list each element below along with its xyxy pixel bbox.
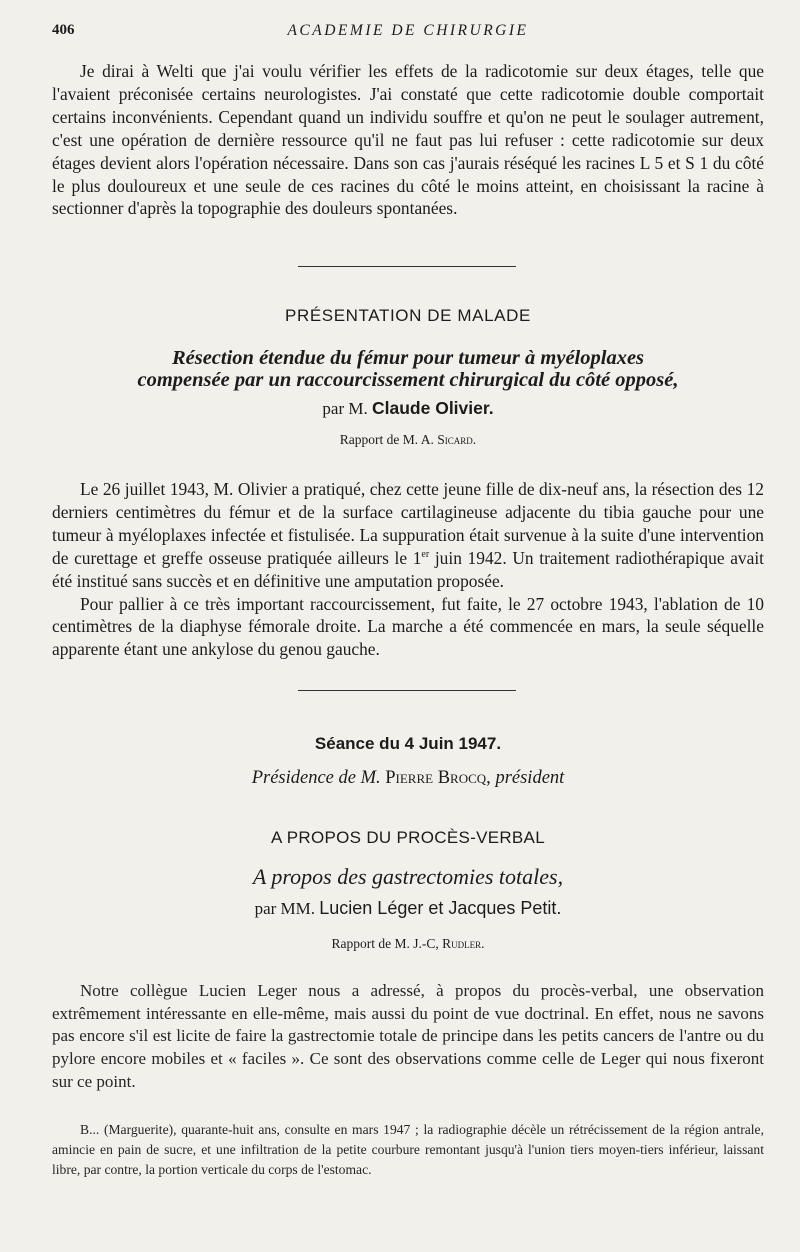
journal-title: ACADEMIE DE CHIRURGIE bbox=[287, 22, 529, 39]
byline bbox=[52, 398, 764, 419]
presidence-suffix: président bbox=[495, 768, 565, 788]
byline-prefix: par M. bbox=[322, 399, 368, 418]
case-note-block bbox=[52, 1120, 764, 1179]
gastrectomy-body bbox=[52, 980, 764, 1094]
section-heading-presentation: PRÉSENTATION DE MALADE bbox=[285, 306, 531, 325]
presidence-name: Pierre Brocq, bbox=[385, 768, 491, 788]
rapport-line bbox=[52, 432, 764, 448]
intro-paragraph-block bbox=[52, 60, 764, 220]
paragraph-1-text-a: Le 26 juillet 1943, M. Olivier a pratiqué, chez cette jeune fille de dix-neuf ans, la résection des 12 derniers centimètres du fémur et de la surface cartilagineuse adjacente du tibia gauche pour une tumeur à myéloplaxes infectée et fistulisée. La suppuration était survenue à la suite d'une intervention de curettage et greffe osseuse pratiquée ailleurs le 1 bbox=[52, 479, 764, 568]
presentation-body bbox=[52, 478, 764, 661]
author-name: Claude Olivier. bbox=[372, 398, 494, 418]
intro-paragraph: Je dirai à Welti que j'ai voulu vérifier les effets de la radicotomie sur deux étages, telle que l'avaient préconisée certains neurologistes. J'ai constaté que cette radicotomie double comportait certains inconvénients. Cependant quand un individu souffre et qu'on ne peut le soulager autrement, c'est une opération de dernière ressource qu'il ne faut pas lui refuser : cette radicotomie sur deux étages devient alors l'opération nécessaire. Dans son cas j'aurais réséqué les racines L 5 et S 1 du côté le plus douloureux et une seule de ces racines du côté le moins atteint, en choisissant la racine à sectionner d'après la topographie des douleurs spontanées. bbox=[52, 61, 764, 219]
section-divider-2 bbox=[298, 690, 516, 691]
rapport-prefix: Rapport de M. A. bbox=[339, 432, 434, 447]
running-head bbox=[52, 22, 764, 44]
presidence-prefix: Présidence de M. bbox=[251, 768, 381, 788]
article-title-gastrectomies: A propos des gastrectomies totales, bbox=[252, 864, 564, 889]
article-title-line-2: compensée par un raccourcissement chirurgical du côté opposé, bbox=[137, 369, 679, 391]
gastrectomy-paragraph: Notre collègue Lucien Leger nous a adressé, à propos du procès-verbal, une observation extrêmement intéressante en elle-même, mais aussi du point de vue doctrinal. En effet, nous ne savons pas encore s'il est licite de faire la gastrectomie totale de principe dans les petits cancers de l'antre ou du pylore encore mobiles et « faciles ». Ce sont des observations comme celle de Leger qui nous fixeront sur ce point. bbox=[52, 981, 764, 1091]
presidence-line bbox=[52, 768, 764, 789]
rapport-name-2: Rudler. bbox=[442, 936, 485, 951]
page-number: 406 bbox=[52, 22, 75, 38]
presentation-paragraph-1 bbox=[52, 478, 764, 593]
section-divider bbox=[298, 266, 516, 267]
byline-gastrectomies bbox=[52, 898, 764, 919]
rapport-prefix-2: Rapport de M. J.-C, bbox=[331, 936, 439, 951]
ordinal-superscript: er bbox=[421, 548, 430, 560]
section-heading-apropos: A PROPOS DU PROCÈS-VERBAL bbox=[271, 828, 545, 847]
rapport-line-2 bbox=[52, 936, 764, 952]
article-title-line-1: Résection étendue du fémur pour tumeur à myéloplaxes bbox=[171, 347, 645, 369]
byline-prefix-2: par MM. bbox=[254, 899, 316, 918]
case-note: B... (Marguerite), quarante-huit ans, consulte en mars 1947 ; la radiographie décèle un rétrécissement de la région antrale, amincie en pain de sucre, et une infiltration de la petite courbure remontant jusqu'à l'union tiers moyen-tiers inférieur, laissant libre, par contre, la portion verticale du corps de l'estomac. bbox=[52, 1122, 764, 1177]
presentation-paragraph-2: Pour pallier à ce très important raccourcissement, fut faite, le 27 octobre 1943, l'ablation de 10 centimètres de la diaphyse fémorale droite. La marche a été commencée en mars, la seule séquelle apparente étant une ankylose du genou gauche. bbox=[52, 593, 764, 660]
paragraph-1-text-b: juin 1942. Un traitement radiothérapique avait été institué sans succès et en définitive une amputation proposée. bbox=[52, 547, 764, 591]
rapport-name: Sicard. bbox=[437, 432, 477, 447]
author-names: Lucien Léger et Jacques Petit. bbox=[319, 898, 562, 918]
seance-title: Séance du 4 Juin 1947. bbox=[314, 734, 502, 753]
